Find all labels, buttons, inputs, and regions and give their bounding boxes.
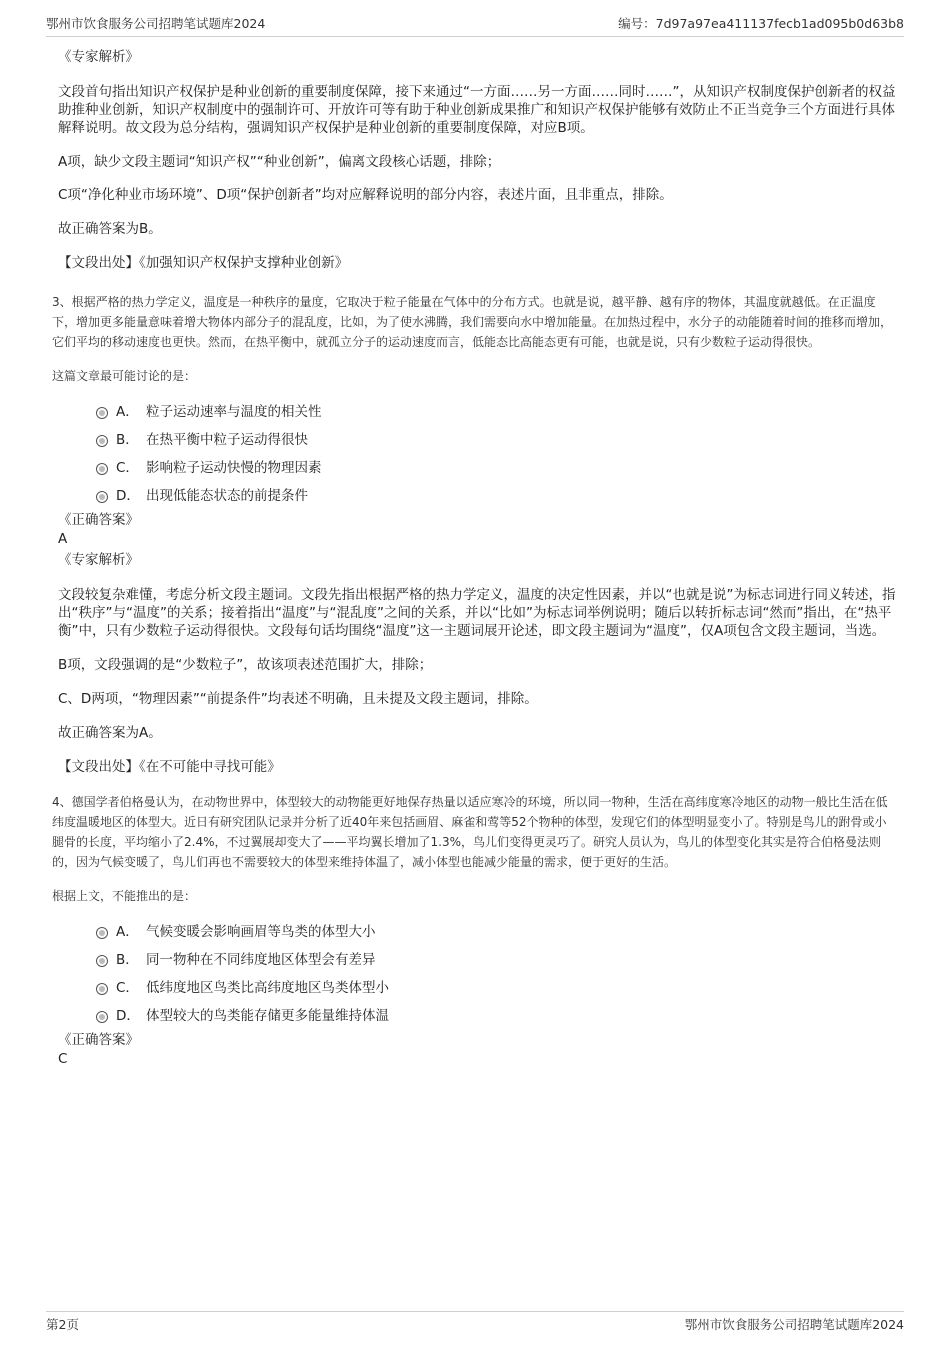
option-b[interactable]: B． 在热平衡中粒子运动得很快 [52, 426, 898, 454]
radio-icon[interactable] [96, 983, 108, 995]
answer-value: C [58, 1051, 68, 1067]
radio-icon[interactable] [96, 927, 108, 939]
source-note: 【文段出处】《在不可能中寻找可能》 [58, 759, 281, 775]
radio-icon[interactable] [96, 407, 108, 419]
radio-icon[interactable] [96, 435, 108, 447]
header-doc-id: 编号：7d97a97ea411137fecb1ad095b0d63b8 [618, 16, 904, 31]
question-3-prompt: 这篇文章最可能讨论的是： [52, 369, 197, 383]
option-a[interactable]: A． 气候变暖会影响画眉等鸟类的体型大小 [52, 918, 898, 946]
source-note: 【文段出处】《加强知识产权保护支撑种业创新》 [58, 255, 349, 271]
radio-icon[interactable] [96, 463, 108, 475]
analysis-title: 《专家解析》 [58, 49, 139, 65]
question-4-text: 4、德国学者伯格曼认为，在动物世界中，体型较大的动物能更好地保存热量以适应寒冷的环境，所以同一物种，生活在高纬度寒冷地区的动物一般比生活在低纬度温暖地区的体型大。近日有研究团队记录并分析了近40年来包括画眉、麻雀和莺等52个物种的体型，发现它们的体型明显变小了。特别是鸟儿的跗骨或小腿骨的长度，平均缩小了2.4%，不过翼展却变大了——平均翼长增加了1.3%，鸟儿们变得更灵巧了。研究人员认为，鸟儿的体型变化其实是符合伯格曼法则的，因为气候变暖了，鸟儿们再也不需要较大的体型来维持体温了，减小体型也能减少能量的需求，便于更好的生活。 [52, 795, 888, 869]
option-d[interactable]: D． 出现低能态状态的前提条件 [52, 482, 898, 510]
analysis-paragraph: 文段首句指出知识产权保护是种业创新的重要制度保障，接下来通过“一方面……另一方面……同时……”，从知识产权制度保护创新者的权益助推种业创新，知识产权制度中的强制许可、开放许可等有助于种业创新成果推广和知识产权保护能够有效防止不正当竞争三个方面进行具体解释说明。故文段为总分结构，强调知识产权保护是种业创新的重要制度保障，对应B项。 [58, 84, 896, 136]
option-a[interactable]: A． 粒子运动速率与温度的相关性 [52, 398, 898, 426]
analysis-paragraph: A项，缺少文段主题词“知识产权”“种业创新”，偏离文段核心话题，排除； [58, 154, 501, 170]
option-c[interactable]: C． 低纬度地区鸟类比高纬度地区鸟类体型小 [52, 974, 898, 1002]
page-content [52, 44, 898, 1068]
question-4-prompt: 根据上文，不能推出的是： [52, 889, 197, 903]
analysis-paragraph: 故正确答案为B。 [58, 221, 162, 237]
analysis-paragraph: 故正确答案为A。 [58, 725, 162, 741]
option-b[interactable]: B． 同一物种在不同纬度地区体型会有差异 [52, 946, 898, 974]
analysis-title: 《专家解析》 [58, 552, 139, 568]
answer-title: 《正确答案》 [58, 1032, 139, 1048]
footer-title: 鄂州市饮食服务公司招聘笔试题库2024 [684, 1317, 904, 1332]
radio-icon[interactable] [96, 1011, 108, 1023]
answer-value: A [58, 531, 68, 547]
analysis-paragraph: 文段较复杂难懂，考虑分析文段主题词。文段先指出根据严格的热力学定义，温度的决定性因素，并以“也就是说”为标志词进行同义转述，指出“秩序”与“温度”的关系；接着指出“温度”与“混乱度”之间的关系，并以“比如”为标志词举例说明；随后以转折标志词“然而”指出，在“热平衡”中，只有少数粒子运动得很快。文段每句话均围绕“温度”这一主题词展开论述，即文段主题词为“温度”，仅A项包含文段主题词，当选。 [58, 587, 896, 639]
radio-icon[interactable] [96, 955, 108, 967]
analysis-paragraph: C项“净化种业市场环境”、D项“保护创新者”均对应解释说明的部分内容，表述片面，且非重点，排除。 [58, 187, 673, 203]
answer-title: 《正确答案》 [58, 512, 139, 528]
page-footer [46, 1311, 904, 1334]
analysis-paragraph: C、D两项，“物理因素”“前提条件”均表述不明确，且未提及文段主题词，排除。 [58, 691, 538, 707]
option-c[interactable]: C． 影响粒子运动快慢的物理因素 [52, 454, 898, 482]
header-title: 鄂州市饮食服务公司招聘笔试题库2024 [46, 16, 266, 31]
question-3-options [52, 398, 898, 510]
page-number: 第2页 [46, 1317, 79, 1332]
analysis-paragraph: B项，文段强调的是“少数粒子”，故该项表述范围扩大，排除； [58, 657, 433, 673]
question-3-text: 3、根据严格的热力学定义，温度是一种秩序的量度，它取决于粒子能量在气体中的分布方式。也就是说，越平静、越有序的物体，其温度就越低。在正温度下，增加更多能量意味着增大物体内部分子的混乱度，比如，为了使水沸腾，我们需要向水中增加能量。在加热过程中，水分子的动能随着时间的推移而增加，它们平均的移动速度也更快。然而，在热平衡中，就孤立分子的运动速度而言，低能态比高能态更有可能，也就是说，只有少数粒子运动得很快。 [52, 295, 893, 349]
option-d[interactable]: D． 体型较大的鸟类能存储更多能量维持体温 [52, 1002, 898, 1030]
question-4-options [52, 918, 898, 1030]
page-header [46, 14, 904, 37]
radio-icon[interactable] [96, 491, 108, 503]
